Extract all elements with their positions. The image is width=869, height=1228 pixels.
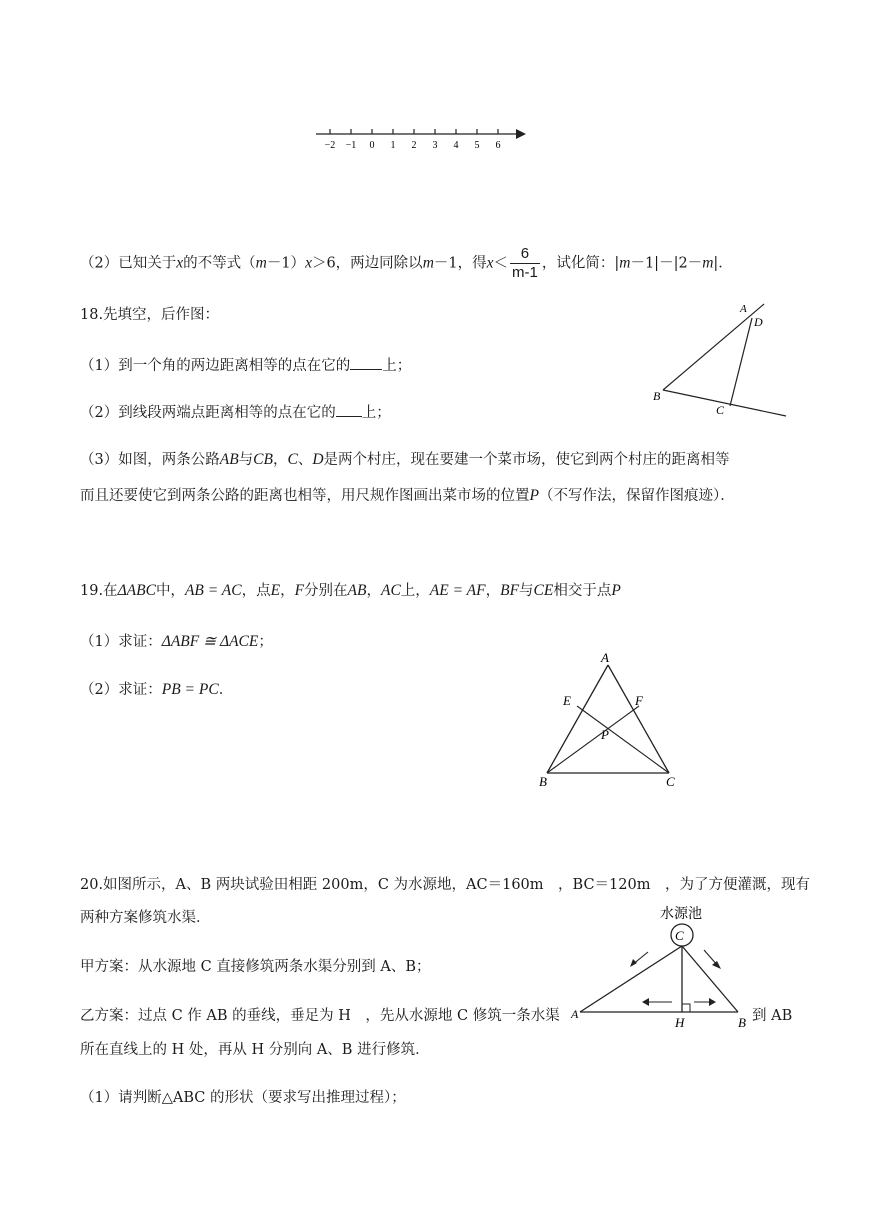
fig-label-P: P xyxy=(601,727,609,742)
text: （1）求证： xyxy=(80,634,162,650)
text: 分别在 xyxy=(304,583,348,599)
q18-sub3-line1 xyxy=(80,450,730,470)
number-line-label: −2 xyxy=(324,140,336,151)
fig-label-F: F xyxy=(635,693,643,708)
text: －1，得 xyxy=(433,255,487,272)
q18-sub3-line2 xyxy=(80,486,735,506)
text: 与 xyxy=(519,583,534,599)
text: ； xyxy=(258,634,273,650)
q20-plan-a: 甲方案：从水源地 C 直接修筑两条水渠分别到 A、B； xyxy=(80,959,431,975)
math-var: x xyxy=(486,254,494,272)
text: ， xyxy=(485,583,501,599)
text: ． xyxy=(218,682,234,698)
fig-label-B: B xyxy=(653,389,661,403)
text: 的不等式（ xyxy=(183,255,256,272)
math-var: AB xyxy=(347,582,367,599)
math-var: F xyxy=(294,582,305,599)
fig-label-C: C xyxy=(716,403,725,417)
text: 上； xyxy=(361,405,391,421)
q20-stem-line1: 20.如图所示，A、B 两块试验田相距 200m，C 为水源地，AC＝160m ，BC＝120m ，为了方便灌溉，现有 xyxy=(80,877,810,893)
text: （1）到一个角的两边距离相等的点在它的 xyxy=(80,358,351,374)
text: 上， xyxy=(400,583,430,599)
text: 中， xyxy=(155,583,185,599)
fig-label-C: C xyxy=(666,774,675,789)
text: ，点 xyxy=(241,583,271,599)
math-var: m xyxy=(702,254,714,272)
fig-label-A: A xyxy=(571,1007,579,1021)
math-var: P xyxy=(529,487,539,504)
text: ， xyxy=(272,452,288,468)
text: 19.在 xyxy=(80,583,118,599)
number-line-label: 1 xyxy=(390,140,396,151)
fig-label-B: B xyxy=(539,774,547,789)
text: （不写作法，保留作图痕迹）． xyxy=(538,488,735,504)
q20-stem-line2: 两种方案修筑水渠． xyxy=(80,910,211,926)
math-var: m xyxy=(619,254,631,272)
math-var: AC xyxy=(380,582,401,599)
q20-figure xyxy=(570,900,755,1035)
fig-label-H: H xyxy=(675,1015,685,1030)
math-var: P xyxy=(611,582,621,599)
fill-blank xyxy=(350,355,382,370)
q20-question1: （1）请判断△ABC 的形状（要求写出推理过程）； xyxy=(80,1090,406,1106)
fraction-numerator: 6 xyxy=(510,245,540,264)
text: （2）已知关于 xyxy=(80,255,177,272)
number-line-label: 0 xyxy=(369,140,375,151)
math-var: BF xyxy=(500,582,520,599)
text: －1|－|2－ xyxy=(630,255,703,272)
text: （2）到线段两端点距离相等的点在它的 xyxy=(80,405,336,421)
fig-label-C: C xyxy=(675,928,684,943)
number-line xyxy=(310,120,530,160)
q19-figure xyxy=(535,645,685,790)
q20-plan-b-line1: 乙方案：过点 C 作 AB 的垂线，垂足为 H ，先从水源地 C 修筑一条水渠 xyxy=(80,1008,560,1024)
fig-label-A: A xyxy=(740,303,747,315)
math-var: CB xyxy=(253,451,273,468)
fig-label-D: D xyxy=(754,315,763,329)
math-var: m xyxy=(255,254,267,272)
math-expr: PB = PC xyxy=(161,681,219,698)
math-var: x xyxy=(176,254,184,272)
math-expr: AB = AC xyxy=(184,582,242,599)
text: －1） xyxy=(266,255,306,272)
q19-part1 xyxy=(80,632,273,652)
q18-sub1 xyxy=(80,355,411,376)
fraction-denominator: m-1 xyxy=(512,264,538,281)
math-var: AB xyxy=(219,451,239,468)
fig-label-E: E xyxy=(563,693,571,708)
q18-title: 18.先填空，后作图： xyxy=(80,307,220,323)
math-var: C xyxy=(287,451,298,468)
q19-part2 xyxy=(80,680,233,700)
math-var: CE xyxy=(533,582,554,599)
text: ， xyxy=(366,583,381,599)
fig-label-A: A xyxy=(601,650,609,665)
math-var: x xyxy=(305,254,312,272)
number-line-label: 2 xyxy=(411,140,417,151)
text: 相交于点 xyxy=(553,583,612,599)
text: 、 xyxy=(297,452,313,468)
number-line-label: 5 xyxy=(474,140,480,151)
math-var: D xyxy=(312,451,324,468)
text: ，试化简：| xyxy=(541,255,620,272)
math-expr: ΔABF ≅ ΔACE xyxy=(161,633,259,650)
q20-plan-b-line2: 所在直线上的 H 处，再从 H 分别向 A、B 进行修筑． xyxy=(80,1042,430,1058)
number-line-label: 4 xyxy=(453,140,459,151)
number-line-label: 3 xyxy=(432,140,438,151)
text: 上； xyxy=(382,358,412,374)
math-var: m xyxy=(422,254,434,272)
text: 是两个村庄，现在要建一个菜市场，使它到两个村庄的距离相等 xyxy=(323,452,730,468)
text: （3）如图，两条公路 xyxy=(80,452,220,468)
q19-stem xyxy=(80,581,621,601)
q20-plan-b-line1-tail: 到 AB xyxy=(752,1008,793,1024)
text: 与 xyxy=(238,452,254,468)
water-source-label: 水源池 xyxy=(660,907,702,922)
text: ＞6，两边同除以 xyxy=(311,255,423,272)
text: （2）求证： xyxy=(80,682,162,698)
text: 而且还要使它到两条公路的距离也相等，用尺规作图画出菜市场的位置 xyxy=(80,488,530,504)
text: ， xyxy=(280,583,295,599)
math-expr: ΔABC xyxy=(117,582,156,599)
q18-figure xyxy=(650,298,795,423)
math-expr: AE = AF xyxy=(429,582,486,599)
fill-blank xyxy=(336,402,362,417)
math-var: E xyxy=(270,582,281,599)
number-line-label: −1 xyxy=(345,140,357,151)
text: ＜ xyxy=(493,255,509,272)
fraction xyxy=(510,245,540,282)
number-line-label: 6 xyxy=(495,140,501,151)
text: |． xyxy=(713,255,733,272)
fig-label-B: B xyxy=(738,1015,746,1030)
q17-part2 xyxy=(80,245,733,282)
q18-sub2 xyxy=(80,402,391,423)
